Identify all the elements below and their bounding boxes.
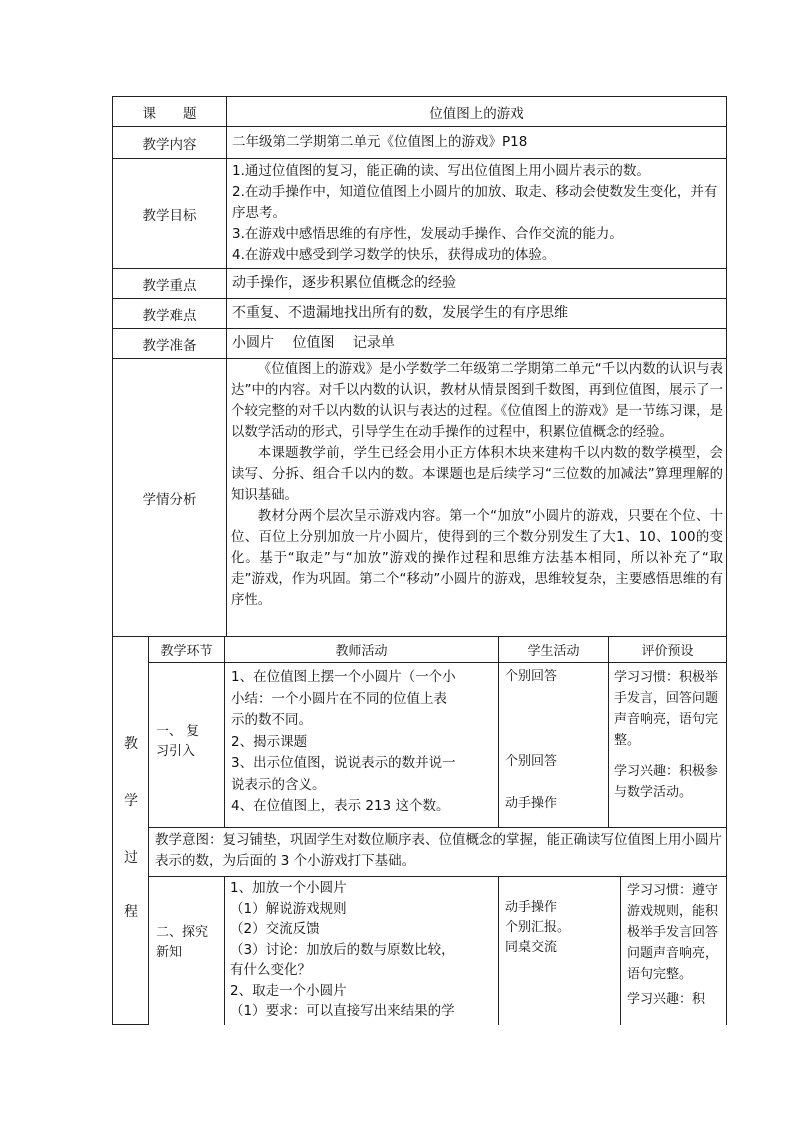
key-point-label: 教学重点 — [142, 277, 197, 294]
rule — [148, 876, 727, 877]
rule — [608, 636, 609, 827]
goal-item: 2.在动手操作中，知道位值图上小圆片的加放、取走、移动会使数发生变化，并有序思考。 — [232, 184, 718, 221]
teacher-line: 有什么变化？ — [230, 962, 311, 978]
teacher-line: （3）讨论：加放后的数与原数比较， — [230, 941, 455, 958]
goal-item: 3.在游戏中感悟思维的有序性，发展动手操作、合作交流的能力。 — [232, 226, 623, 242]
rule — [620, 876, 621, 1025]
content-value: 二年级第二学期第二单元《位值图上的游戏》P18 — [232, 134, 528, 150]
teaching-intent: 教学意图：复习铺垫，巩固学生对数位顺序表、位值概念的掌握，能正确读写位值图上用小圆片表示的数，为后面的 3 个小游戏打下基础。 — [155, 832, 722, 869]
goals-label: 教学目标 — [142, 207, 197, 224]
teacher-line: 说表示的含义。 — [231, 776, 326, 793]
rule — [148, 662, 727, 663]
header-eval: 评价预设 — [641, 644, 694, 659]
header-teacher: 教师活动 — [335, 644, 388, 659]
side-char: 程 — [124, 904, 138, 920]
topic-value: 位值图上的游戏 — [429, 105, 524, 122]
difficulty-label: 教学难点 — [142, 307, 197, 324]
teacher-line: 小结：一个小圆片在不同的位值上表 — [231, 690, 447, 707]
analysis-text — [231, 359, 723, 635]
teacher-line: 2、取走一个小圆片 — [230, 982, 347, 999]
goal-item: 4.在游戏中感受到学习数学的快乐，获得成功的体验。 — [232, 247, 556, 263]
stage-1-student: 个别回答 个别回答 动手操作 — [505, 669, 558, 811]
stage-2-teacher — [230, 878, 497, 1024]
teacher-line: 1、加放一个小圆片 — [230, 880, 347, 896]
goal-item: 1.通过位值图的复习，能正确的读、写出位值图上用小圆片表示的数。 — [232, 163, 650, 179]
rule — [498, 876, 499, 1025]
teacher-line: 4、在位值图上，表示 213 这个数。 — [231, 798, 450, 814]
goals-list — [232, 161, 722, 267]
side-char: 学 — [124, 793, 138, 809]
process-side-label — [113, 637, 149, 1024]
prep-label: 教学准备 — [142, 337, 197, 354]
stage-1-teacher — [231, 667, 497, 825]
rule — [498, 636, 499, 827]
analysis-label: 学情分析 — [142, 491, 197, 508]
difficulty-value: 不重复、不遗漏地找出所有的数，发展学生的有序思维 — [232, 305, 568, 321]
header-stage: 教学环节 — [160, 644, 213, 659]
teacher-line: （2）交流反馈 — [230, 921, 320, 937]
rule — [148, 827, 727, 828]
stage-2-eval: 学习习惯：遵守游戏规则，能积极举手发言回答问题声音响亮，语句完整。 学习兴趣：积 — [627, 883, 719, 1007]
prep-value: 小圆片 位值图 记录单 — [232, 335, 395, 351]
analysis-paragraph: 本课题教学前，学生已经会用小正方体积木块来建构千以内数的数学模型，会读写、分拆、组合千以内的数。本课题也是后续学习“三位数的加减法”算理理解的知识基础。 — [231, 446, 723, 503]
header-student: 学生活动 — [527, 644, 580, 659]
teacher-line: 2、揭示课题 — [231, 733, 308, 750]
rule — [224, 636, 225, 827]
stage-2-student: 动手操作 个别汇报。 同桌交流 — [505, 900, 571, 955]
teacher-line: （1）要求：可以直接写出来结果的学 — [230, 1003, 455, 1019]
rule — [726, 96, 727, 1025]
stage-2-name: 二、探究 新知 — [156, 925, 209, 960]
analysis-paragraph: 教材分两个层次呈示游戏内容。第一个“加放”小圆片的游戏，只要在个位、十位、百位上分别加放一片小圆片，使得到的三个数分别发生了大1、10、100的变化。基于“取走”与“加放”游戏的操作过程和思维方法基本相同，所以补充了“取走”游戏，作为巩固。第二个“移动”小圆片的游戏，思维较复杂，主要感悟思维的有序性。 — [231, 509, 723, 608]
side-char: 教 — [124, 736, 138, 752]
teacher-line: 示的数不同。 — [231, 712, 312, 728]
topic-label: 课 题 — [142, 105, 197, 122]
analysis-paragraph: 《位值图上的游戏》是小学数学二年级第二学期第二单元“千以内数的认识与表达”中的内容。对千以内数的认识，教材从情景图到千数图，再到位值图，展示了一个较完整的对千以内数的认识与表达的过程。《位值图上的游戏》是一节练习课，是以数学活动的形式，引导学生在动手操作的过程中，积累位值概念的经验。 — [231, 362, 723, 440]
teacher-line: （1）解说游戏规则 — [230, 900, 347, 917]
side-char: 过 — [124, 850, 138, 866]
rule — [112, 1024, 149, 1025]
teacher-line: 1、在位值图上摆一个小圆片（一个小 — [231, 669, 456, 685]
content-label: 教学内容 — [142, 136, 197, 153]
rule — [224, 876, 225, 1025]
stage-1-name: 一、 复 习引入 — [156, 724, 200, 759]
stage-1-eval: 学习习惯：积极举手发言，回答问题声音响亮，语句完整。 学习兴趣：积极参与数学活动。 — [614, 670, 719, 800]
key-point-value: 动手操作，逐步积累位值概念的经验 — [232, 275, 456, 291]
teacher-line: 3、出示位值图，说说表示的数并说一 — [231, 755, 456, 771]
rule — [226, 96, 227, 636]
